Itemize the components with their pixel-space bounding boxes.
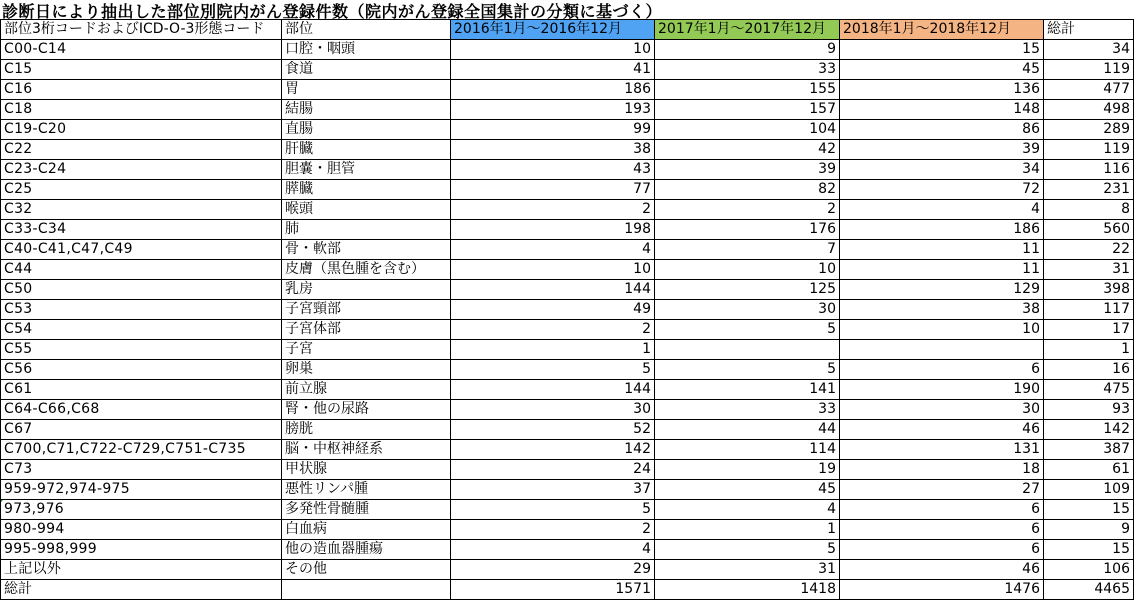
cell-2017[interactable]: 157	[655, 100, 840, 120]
cell-total[interactable]: 477	[1044, 80, 1134, 100]
cell-2018[interactable]: 30	[840, 400, 1044, 420]
table-row	[1, 160, 1134, 180]
cell-2017[interactable]: 31	[655, 560, 840, 580]
cell-total[interactable]: 17	[1044, 320, 1134, 340]
cell-2017[interactable]: 5	[655, 320, 840, 340]
totals-2018[interactable]: 1476	[840, 580, 1044, 600]
cell-total[interactable]: 22	[1044, 240, 1134, 260]
cell-2018[interactable]: 38	[840, 300, 1044, 320]
cell-total[interactable]: 109	[1044, 480, 1134, 500]
cell-total[interactable]: 498	[1044, 100, 1134, 120]
cell-2017[interactable]: 1	[655, 520, 840, 540]
cell-2018[interactable]: 11	[840, 260, 1044, 280]
cell-code[interactable]: C15	[1, 60, 282, 80]
cell-code[interactable]: C53	[1, 300, 282, 320]
cell-total[interactable]: 289	[1044, 120, 1134, 140]
table-row	[1, 280, 1134, 300]
cell-2018[interactable]: 27	[840, 480, 1044, 500]
cell-code[interactable]: C700,C71,C722-C729,C751-C735	[1, 440, 282, 460]
cell-total[interactable]: 231	[1044, 180, 1134, 200]
cell-2018[interactable]: 72	[840, 180, 1044, 200]
totals-label[interactable]: 総計	[1, 580, 282, 600]
cell-2017[interactable]: 125	[655, 280, 840, 300]
cell-site[interactable]: 甲状腺	[282, 460, 451, 480]
cell-2017[interactable]: 30	[655, 300, 840, 320]
cell-site[interactable]: 口腔・咽頭	[282, 40, 451, 60]
table-row	[1, 80, 1134, 100]
cell-2016[interactable]: 43	[451, 160, 655, 180]
cell-total[interactable]: 34	[1044, 40, 1134, 60]
cell-2016[interactable]: 144	[451, 280, 655, 300]
cell-total[interactable]: 560	[1044, 220, 1134, 240]
cell-code[interactable]: C67	[1, 420, 282, 440]
cell-site[interactable]: 子宮頸部	[282, 300, 451, 320]
cell-site[interactable]: 他の造血器腫瘍	[282, 540, 451, 560]
cell-2017[interactable]: 19	[655, 460, 840, 480]
cell-2018[interactable]: 18	[840, 460, 1044, 480]
table-row	[1, 560, 1134, 580]
table-row	[1, 120, 1134, 140]
cell-2017[interactable]: 33	[655, 400, 840, 420]
cell-2016[interactable]: 49	[451, 300, 655, 320]
cell-2016[interactable]: 52	[451, 420, 655, 440]
cell-site[interactable]: 肝臓	[282, 140, 451, 160]
table-row	[1, 260, 1134, 280]
totals-2016[interactable]: 1571	[451, 580, 655, 600]
cell-2018[interactable]: 190	[840, 380, 1044, 400]
cell-2016[interactable]: 4	[451, 240, 655, 260]
header-code[interactable]: 部位3桁コードおよびICD-O-3形態コード	[1, 20, 282, 40]
cell-code[interactable]: 上記以外	[1, 560, 282, 580]
cell-2018[interactable]: 186	[840, 220, 1044, 240]
cell-2018[interactable]: 86	[840, 120, 1044, 140]
cell-2018[interactable]: 45	[840, 60, 1044, 80]
cell-site[interactable]: 胆嚢・胆管	[282, 160, 451, 180]
cell-2018[interactable]: 6	[840, 520, 1044, 540]
cell-total[interactable]: 31	[1044, 260, 1134, 280]
cell-total[interactable]: 8	[1044, 200, 1134, 220]
cell-2016[interactable]: 29	[451, 560, 655, 580]
cell-2016[interactable]: 198	[451, 220, 655, 240]
cell-2017[interactable]: 4	[655, 500, 840, 520]
table-row	[1, 540, 1134, 560]
cell-2018[interactable]: 4	[840, 200, 1044, 220]
table-row	[1, 300, 1134, 320]
cell-2017[interactable]: 141	[655, 380, 840, 400]
cell-site[interactable]: 子宮	[282, 340, 451, 360]
cell-2016[interactable]: 193	[451, 100, 655, 120]
cell-2018[interactable]: 6	[840, 540, 1044, 560]
cell-code[interactable]: C56	[1, 360, 282, 380]
cell-2017[interactable]: 104	[655, 120, 840, 140]
cell-code-with-marker[interactable]: 973,976	[1, 500, 282, 520]
header-site[interactable]: 部位	[282, 20, 451, 40]
cell-2018[interactable]: 129	[840, 280, 1044, 300]
cell-2016[interactable]: 2	[451, 320, 655, 340]
cell-2017[interactable]: 5	[655, 360, 840, 380]
cell-code[interactable]: C25	[1, 180, 282, 200]
cell-2018[interactable]: 46	[840, 420, 1044, 440]
cell-code[interactable]: C54	[1, 320, 282, 340]
table-row	[1, 400, 1134, 420]
table-row	[1, 40, 1134, 60]
cell-total[interactable]: 119	[1044, 140, 1134, 160]
table-row	[1, 460, 1134, 480]
cell-2016[interactable]: 30	[451, 400, 655, 420]
cell-site[interactable]: 直腸	[282, 120, 451, 140]
cell-code[interactable]: C61	[1, 380, 282, 400]
cell-code[interactable]: C16	[1, 80, 282, 100]
cell-2018[interactable]	[840, 340, 1044, 360]
cell-total[interactable]: 142	[1044, 420, 1134, 440]
cell-2018[interactable]: 6	[840, 500, 1044, 520]
sheet-title: 診断日により抽出した部位別院内がん登録件数（院内がん登録全国集計の分類に基づく）	[2, 2, 663, 19]
table-row	[1, 180, 1134, 200]
table-body	[1, 40, 1134, 580]
cell-site[interactable]: 白血病	[282, 520, 451, 540]
cell-code[interactable]: C44	[1, 260, 282, 280]
cell-2016[interactable]: 24	[451, 460, 655, 480]
cell-total[interactable]: 61	[1044, 460, 1134, 480]
cell-total[interactable]: 398	[1044, 280, 1134, 300]
header-row	[1, 20, 1134, 40]
cell-2016[interactable]: 2	[451, 520, 655, 540]
cell-total[interactable]: 16	[1044, 360, 1134, 380]
cell-site[interactable]: 脳・中枢神経系	[282, 440, 451, 460]
cell-total[interactable]: 387	[1044, 440, 1134, 460]
cell-2017[interactable]: 2	[655, 200, 840, 220]
table-row	[1, 140, 1134, 160]
cell-code[interactable]: C19-C20	[1, 120, 282, 140]
cell-2016[interactable]: 38	[451, 140, 655, 160]
table-row	[1, 220, 1134, 240]
cell-code[interactable]: C33-C34	[1, 220, 282, 240]
cell-site[interactable]: 膵臓	[282, 180, 451, 200]
cell-2016[interactable]: 77	[451, 180, 655, 200]
cell-2017[interactable]: 155	[655, 80, 840, 100]
cell-2016[interactable]: 99	[451, 120, 655, 140]
registry-table	[0, 19, 1134, 600]
cell-site[interactable]: 骨・軟部	[282, 240, 451, 260]
table-row	[1, 320, 1134, 340]
cell-site[interactable]: 喉頭	[282, 200, 451, 220]
cell-2018[interactable]: 39	[840, 140, 1044, 160]
cell-total[interactable]: 15	[1044, 500, 1134, 520]
cell-site[interactable]: 子宮体部	[282, 320, 451, 340]
cell-code[interactable]: 959-972,974-975	[1, 480, 282, 500]
cell-site[interactable]: 卵巣	[282, 360, 451, 380]
cell-site[interactable]: 食道	[282, 60, 451, 80]
cell-2018[interactable]: 15	[840, 40, 1044, 60]
cell-2017[interactable]: 45	[655, 480, 840, 500]
cell-total[interactable]: 93	[1044, 400, 1134, 420]
table-row	[1, 420, 1134, 440]
cell-code[interactable]: C32	[1, 200, 282, 220]
cell-code[interactable]: 995-998,999	[1, 540, 282, 560]
cell-code[interactable]: C18	[1, 100, 282, 120]
cell-2016[interactable]: 10	[451, 260, 655, 280]
cell-code[interactable]: C40-C41,C47,C49	[1, 240, 282, 260]
table-row	[1, 500, 1134, 520]
cell-2017[interactable]: 10	[655, 260, 840, 280]
cell-total[interactable]: 119	[1044, 60, 1134, 80]
cell-total[interactable]: 106	[1044, 560, 1134, 580]
totals-grand[interactable]: 4465	[1044, 580, 1134, 600]
cell-2017[interactable]: 44	[655, 420, 840, 440]
cell-total[interactable]: 117	[1044, 300, 1134, 320]
cell-2017[interactable]: 39	[655, 160, 840, 180]
cell-site[interactable]: 膀胱	[282, 420, 451, 440]
cell-site[interactable]: 胃	[282, 80, 451, 100]
header-2018[interactable]: 2018年1月～2018年12月	[840, 20, 1044, 40]
cell-2017[interactable]: 5	[655, 540, 840, 560]
table-row	[1, 440, 1134, 460]
table-row	[1, 340, 1134, 360]
table-row	[1, 380, 1134, 400]
cell-code[interactable]: C50	[1, 280, 282, 300]
cell-code[interactable]: C55	[1, 340, 282, 360]
cell-2016[interactable]: 1	[451, 340, 655, 360]
cell-2016[interactable]: 4	[451, 540, 655, 560]
cell-total[interactable]: 1	[1044, 340, 1134, 360]
table-row	[1, 60, 1134, 80]
cell-code[interactable]: C22	[1, 140, 282, 160]
cell-2018[interactable]: 136	[840, 80, 1044, 100]
cell-2016[interactable]: 186	[451, 80, 655, 100]
cell-2018[interactable]: 46	[840, 560, 1044, 580]
cell-2016[interactable]: 5	[451, 360, 655, 380]
cell-2017[interactable]: 82	[655, 180, 840, 200]
cell-site[interactable]: 悪性リンパ腫	[282, 480, 451, 500]
table-row	[1, 520, 1134, 540]
cell-2018[interactable]: 34	[840, 160, 1044, 180]
cell-2016[interactable]: 142	[451, 440, 655, 460]
cell-2017[interactable]: 33	[655, 60, 840, 80]
header-2017[interactable]: 2017年1月～2017年12月	[655, 20, 840, 40]
table-row	[1, 240, 1134, 260]
cell-code[interactable]: C23-C24	[1, 160, 282, 180]
cell-2017[interactable]: 7	[655, 240, 840, 260]
cell-2017[interactable]: 42	[655, 140, 840, 160]
cell-site[interactable]: 前立腺	[282, 380, 451, 400]
header-total[interactable]: 総計	[1044, 20, 1134, 40]
cell-2017[interactable]: 176	[655, 220, 840, 240]
cell-site[interactable]: 結腸	[282, 100, 451, 120]
cell-total[interactable]: 116	[1044, 160, 1134, 180]
cell-2016[interactable]: 2	[451, 200, 655, 220]
table-row	[1, 480, 1134, 500]
cell-2016[interactable]: 37	[451, 480, 655, 500]
cell-2018[interactable]: 148	[840, 100, 1044, 120]
cell-code[interactable]: 980-994	[1, 520, 282, 540]
cell-total[interactable]: 15	[1044, 540, 1134, 560]
cell-2018[interactable]: 10	[840, 320, 1044, 340]
cell-2016[interactable]: 10	[451, 40, 655, 60]
cell-site[interactable]: 皮膚（黒色腫を含む）	[282, 260, 451, 280]
cell-code[interactable]: C00-C14	[1, 40, 282, 60]
cell-2018[interactable]: 6	[840, 360, 1044, 380]
cell-total[interactable]: 475	[1044, 380, 1134, 400]
cell-2018[interactable]: 11	[840, 240, 1044, 260]
cell-2017[interactable]: 9	[655, 40, 840, 60]
cell-site[interactable]: その他	[282, 560, 451, 580]
cell-2016[interactable]: 41	[451, 60, 655, 80]
cell-code[interactable]: C64-C66,C68	[1, 400, 282, 420]
cell-2016[interactable]: 144	[451, 380, 655, 400]
table-row	[1, 200, 1134, 220]
table-row	[1, 360, 1134, 380]
cell-site[interactable]: 多発性骨髄腫	[282, 500, 451, 520]
cell-2018[interactable]: 131	[840, 440, 1044, 460]
cell-2017[interactable]	[655, 340, 840, 360]
cell-site[interactable]: 乳房	[282, 280, 451, 300]
cell-code[interactable]: C73	[1, 460, 282, 480]
cell-site[interactable]: 肺	[282, 220, 451, 240]
cell-total[interactable]: 9	[1044, 520, 1134, 540]
totals-2017[interactable]: 1418	[655, 580, 840, 600]
table-row	[1, 100, 1134, 120]
cell-site[interactable]: 腎・他の尿路	[282, 400, 451, 420]
cell-2016[interactable]: 5	[451, 500, 655, 520]
header-2016[interactable]: 2016年1月～2016年12月	[451, 20, 655, 40]
cell-2017[interactable]: 114	[655, 440, 840, 460]
